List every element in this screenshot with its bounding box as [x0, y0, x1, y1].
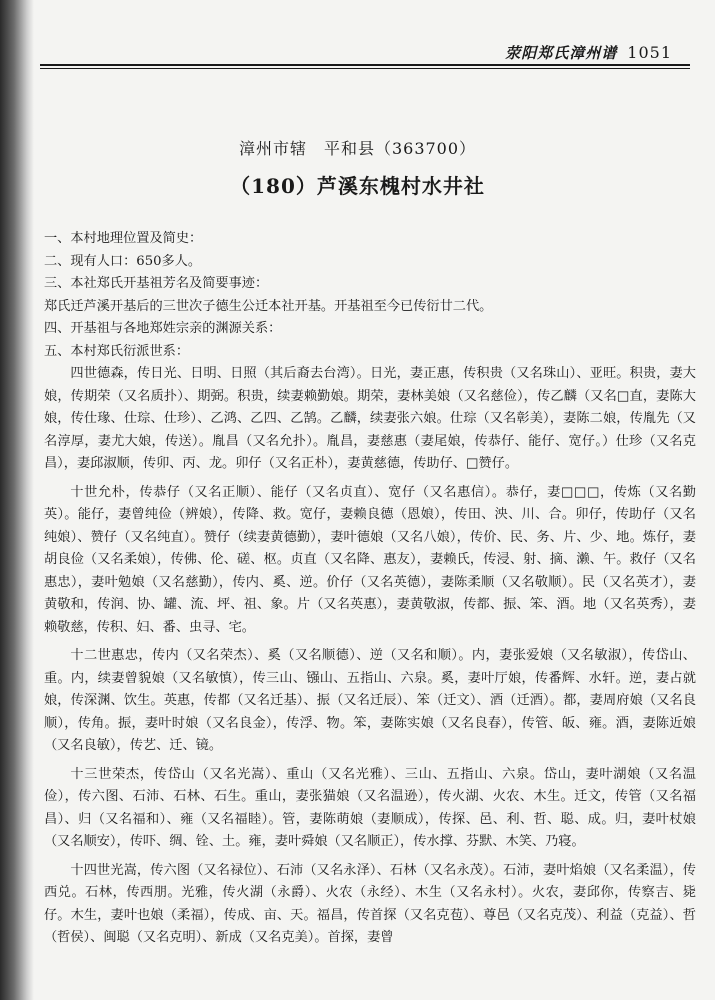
book-title: 荥阳郑氏漳州谱	[505, 44, 618, 62]
lineage-paragraph: 十世允朴，传恭仔（又名正顺）、能仔（又名贞直）、宽仔（又名惠信）。恭仔，妻□□□，传炼（又名勤英）。能仔，妻曾纯俭（辨娘），传降、救。宽仔，妻赖良德（恩娘），传田、泱、川、合。卯仔，传助仔（又名纯娘）、赞仔（又名纯直）。赞仔（续妻黄德勤），妻叶德娘（又名八娘），传价、民、务、片、少、地。炼仔，妻胡良俭（又名柔娘），传佛、伦、磋、枢。贞直（又名降、惠友），妻赖氏，传浸、射、摘、濑、午。救仔（又名惠忠），妻叶勉娘（又名慈勤），传内、奚、逆。价仔（又名英德），妻陈柔顺（又名敬顺）。民（又名英才），妻黄敬和，传润、协、罐、流、坪、祖、象。片（又名英惠），妻黄敬淑，传都、振、笨、酒。地（又名英秀），妻赖敬慈，传积、妇、番、虫寻、宅。	[44, 484, 696, 635]
page-number: 1051	[627, 43, 672, 62]
section-text: 郑氏迁芦溪开基后的三世次子德生公迁本社开基。开基祖至今已传衍廿二代。	[44, 298, 493, 314]
header-rule-thin	[40, 68, 690, 69]
section-heading: 四、开基祖与各地郑姓宗亲的渊源关系：	[44, 321, 282, 336]
section-heading: 五、本村郑氏衍派世系：	[44, 343, 190, 359]
lineage-paragraph: 十三世荣杰，传岱山（又名光嵩）、重山（又名光雅）、三山、五指山、六泉。岱山，妻叶湖娘（又名温俭），传六图、石沛、石林、石生。重山，妻张猫娘（又名温逊），传火湖、火农、木生。迁文，传管（又名福昌）、归（又名福和）、雍（又名福睦）。管，妻陈萌娘（妻顺成），传探、邑、利、哲、聪、成。归，妻叶杖娘（又名顺安），传吓、绸、铨、土。雍，妻叶舜娘（又名顺正），传水撑、芬默、木笑、乃寝。	[44, 766, 696, 849]
page-title: （180）芦溪东槐村水井社	[230, 174, 485, 198]
section-heading: 三、本社郑氏开基祖芳名及简要事迹：	[44, 276, 269, 291]
lineage-paragraph: 十二世惠忠，传内（又名荣杰）、奚（又名顺德）、逆（又名和顺）。内，妻张爱娘（又名敏淑），传岱山、重。内，续妻曾貌娘（又名敏慎），传三山、镪山、五指山、六泉。奚，妻叶厅娘，传番辉、水轩。逆，妻占就娘，传深渊、饮生。英惠，传都（又名迁基）、振（又名迁辰）、笨（迁文）、酒（迁酒）。都，妻周府娘（又名良顺），传角。振，妻叶时娘（又名良金），传浮、物。笨，妻陈实娘（又名良春），传管、皈、雍。酒，妻陈近娘（又名良敏），传艺、迁、镜。	[44, 648, 696, 753]
location-subtitle: 漳州市辖 平和县（363700）	[238, 139, 477, 158]
lineage-paragraph: 四世德森，传日光、日明、日照（其后裔去台湾）。日光，妻正惠，传积贵（又名珠山）、亚旺。积贵，妻大娘，传期荣（又名质扑）、期弼。积贵，续妻赖勤娘。期荣，妻林美娘（又名慈俭），传乙麟（又名□直，妻陈大娘，传仕瑑、仕琮、仕珍）、乙鸿、乙四、乙鹄。乙麟，续妻张六娘。仕琮（又名彰美），妻陈二娘，传胤先（又名淳厚，妻尤大娘，传送）。胤昌（又名允扑）。胤昌，妻慈惠（妻尾娘，传恭仔、能仔、宽仔。）仕珍（又名克昌），妻邱淑顺，传卯、丙、龙。卯仔（又名正朴），妻黄慈德，传助仔、□赞仔。	[44, 366, 696, 471]
section-heading: 一、本村地理位置及简史：	[44, 231, 203, 246]
lineage-paragraph: 十四世光嵩，传六图（又名禄位）、石沛（又名永泽）、石林（又名永茂）。石沛，妻叶焰娘（又名柔温），传西兑。石林，传西朋。光雅，传火湖（永爵）、火农（永经）、木生（又名永村）。火农，妻邱你，传察吉、毙仔。木生，妻叶也娘（柔福），传成、亩、天。福昌，传首探（又名克苞）、尊邑（又名克茂）、利益（克益）、哲（哲侯）、闽聪（又名克明）、新成（又名克美）。首探，妻曾	[44, 862, 696, 945]
document-body	[44, 228, 696, 950]
header-rule	[40, 64, 690, 66]
header-text	[505, 42, 672, 63]
section-heading: 二、现有人口：650多人。	[44, 253, 202, 269]
